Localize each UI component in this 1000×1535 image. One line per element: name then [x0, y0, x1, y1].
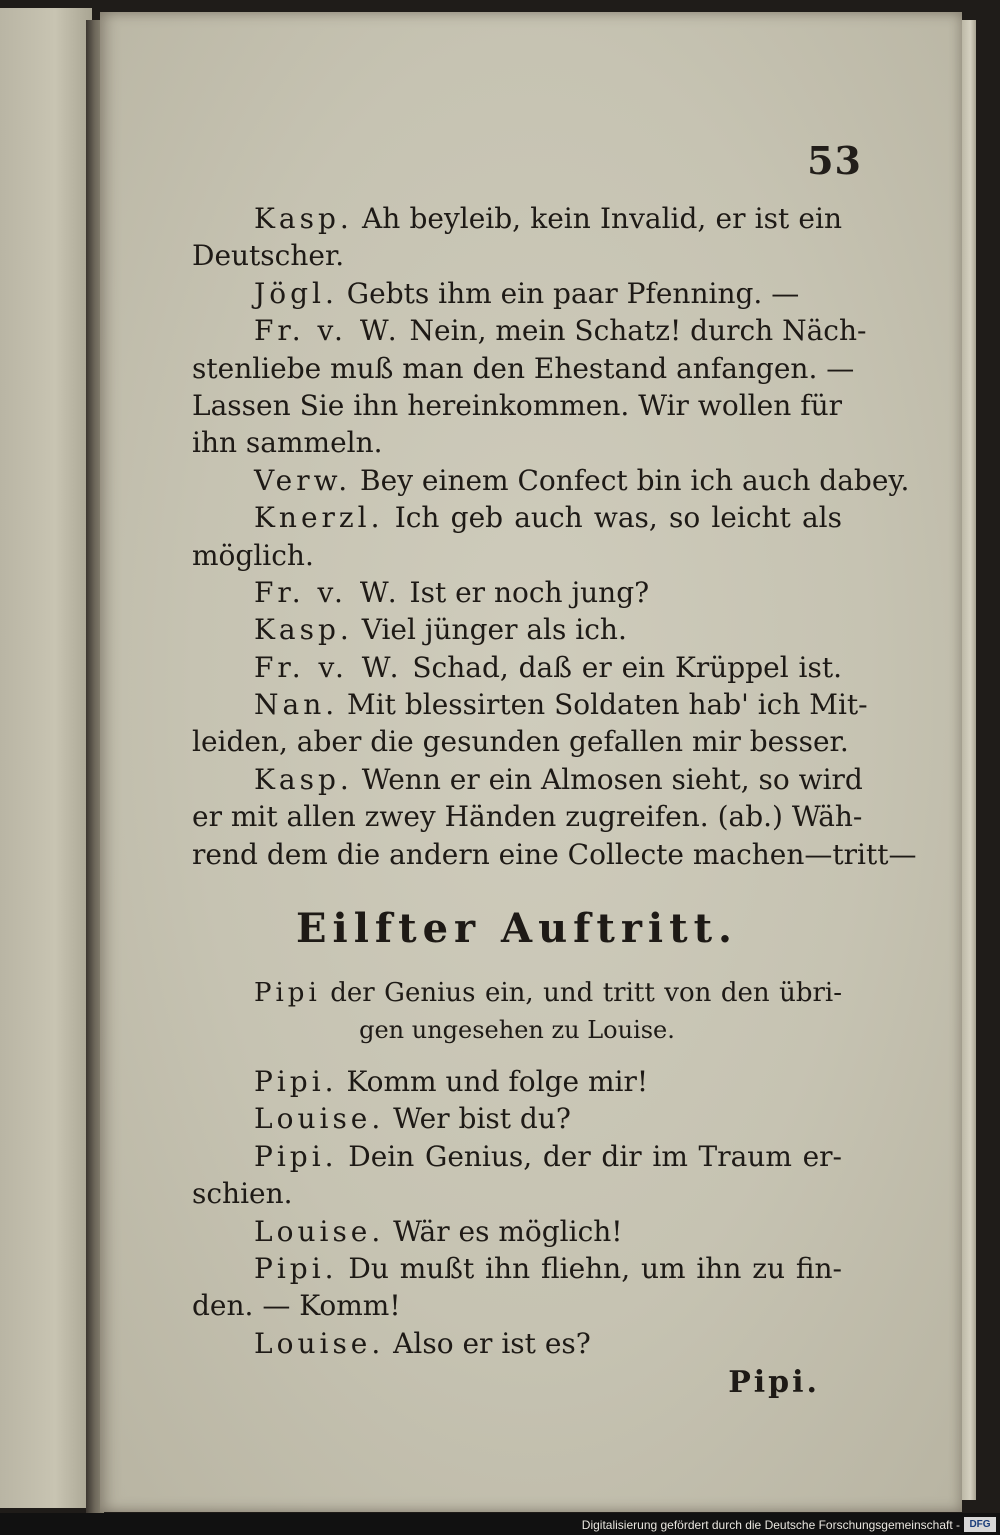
line-text: Wenn er ein Almosen sieht, so wird: [352, 762, 863, 796]
line-text: leiden, aber die gesunden gefallen mir besser.: [192, 725, 849, 759]
line-text: Deutscher.: [192, 239, 345, 273]
line-text: schien.: [192, 1177, 293, 1211]
speaker-name: Fr. v. W.: [254, 575, 401, 609]
speaker-name: Louise.: [254, 1214, 385, 1248]
stage-direction: [192, 975, 842, 1049]
text-line: [192, 1213, 842, 1250]
text-line: [192, 1138, 842, 1175]
line-text: rend dem die andern eine Collecte machen—tritt—: [192, 837, 917, 871]
line-text: Also er ist es?: [384, 1326, 591, 1360]
line-text: Komm und folge mir!: [337, 1065, 649, 1098]
stage-direction-line-2: gen ungesehen zu Louise.: [359, 1016, 675, 1044]
speaker-name: Louise.: [254, 1102, 385, 1136]
line-text: er mit allen zwey Händen zugreifen. (ab.) Wäh-: [192, 800, 863, 834]
text-line: [192, 237, 842, 274]
scene-heading: Eilfter Auftritt.: [296, 905, 738, 952]
line-text: Schad, daß er ein Krüppel ist.: [402, 650, 842, 684]
line-text: Du mußt ihn fliehn, um ihn zu fin-: [337, 1251, 842, 1285]
line-text: Viel jünger als ich.: [352, 613, 627, 647]
page-edge-stack: [962, 20, 976, 1500]
text-line: [192, 200, 842, 237]
speaker-name: Kasp.: [254, 762, 353, 796]
speaker-name: Kasp.: [254, 613, 353, 647]
speaker-name: Pipi.: [254, 1139, 338, 1173]
line-text: Ist er noch jung?: [400, 575, 650, 609]
speaker-name: Knerzl.: [254, 501, 384, 535]
text-line: [192, 1063, 842, 1100]
dialogue-block-1: [192, 200, 917, 873]
dfg-logo: DFG: [964, 1517, 996, 1532]
line-text: Nein, mein Schatz! durch Näch-: [400, 314, 867, 348]
text-line: [192, 350, 855, 387]
line-text: möglich.: [192, 538, 314, 572]
text-line: [192, 798, 863, 835]
text-line: [192, 275, 842, 312]
speaker-name: Verw.: [254, 463, 352, 497]
line-text: Wer bist du?: [384, 1102, 571, 1136]
line-text: Lassen Sie ihn hereinkommen. Wir wollen für: [192, 388, 842, 422]
text-line: [192, 462, 910, 499]
text-line: [192, 761, 863, 798]
text-line: [192, 387, 842, 424]
line-text: den. — Komm!: [192, 1289, 401, 1323]
stage-direction-line-1: [192, 975, 842, 1012]
text-line: [192, 424, 842, 461]
speaker-name: Pipi.: [254, 1251, 338, 1285]
footer-bar: [0, 1513, 1000, 1535]
line-text: stenliebe muß man den Ehestand anfangen. —: [192, 351, 855, 385]
line-text: Mit blessirten Soldaten hab' ich Mit-: [338, 688, 868, 722]
catchword: Pipi.: [728, 1365, 820, 1400]
line-text: Bey einem Confect bin ich auch dabey.: [351, 463, 910, 497]
text-line: [192, 611, 842, 648]
page-number: 53: [807, 138, 862, 183]
line-text: Ich geb auch was, so leicht als: [383, 501, 842, 535]
line-text: ihn sammeln.: [192, 426, 383, 460]
text-line: [192, 1100, 842, 1137]
speaker-name: Fr. v. W.: [254, 314, 401, 348]
text-line: [192, 1250, 842, 1287]
text-line: [192, 836, 917, 873]
line-text: Ah beyleib, kein Invalid, er ist ein: [352, 202, 842, 235]
speaker-name: Kasp.: [254, 202, 353, 235]
line-text: Gebts ihm ein paar Pfenning. —: [337, 276, 800, 310]
text-line: [192, 723, 849, 760]
text-line: [192, 1325, 842, 1362]
stage-direction-speaker: Pipi: [254, 978, 321, 1008]
text-line: [192, 499, 842, 536]
speaker-name: Pipi.: [254, 1065, 338, 1098]
dialogue-block-2: [192, 1063, 842, 1362]
text-line: [192, 574, 842, 611]
speaker-name: Louise.: [254, 1326, 385, 1360]
line-text: Wär es möglich!: [384, 1214, 623, 1248]
previous-page-edge: [0, 8, 92, 1508]
text-line: [192, 649, 842, 686]
text-line: [192, 1287, 842, 1324]
stage-direction-text: der Genius ein, und tritt von den übri-: [320, 978, 842, 1008]
text-line: [192, 1175, 842, 1212]
text-line: [192, 312, 867, 349]
speaker-name: Fr. v. W.: [254, 650, 403, 684]
line-text: Dein Genius, der dir im Traum er-: [337, 1139, 842, 1173]
digitization-credit: Digitalisierung gefördert durch die Deutsche Forschungsgemeinschaft -: [581, 1518, 960, 1532]
speaker-name: Jögl.: [254, 276, 338, 310]
speaker-name: Nan.: [254, 688, 339, 722]
text-line: [192, 537, 842, 574]
text-line: [192, 686, 868, 723]
